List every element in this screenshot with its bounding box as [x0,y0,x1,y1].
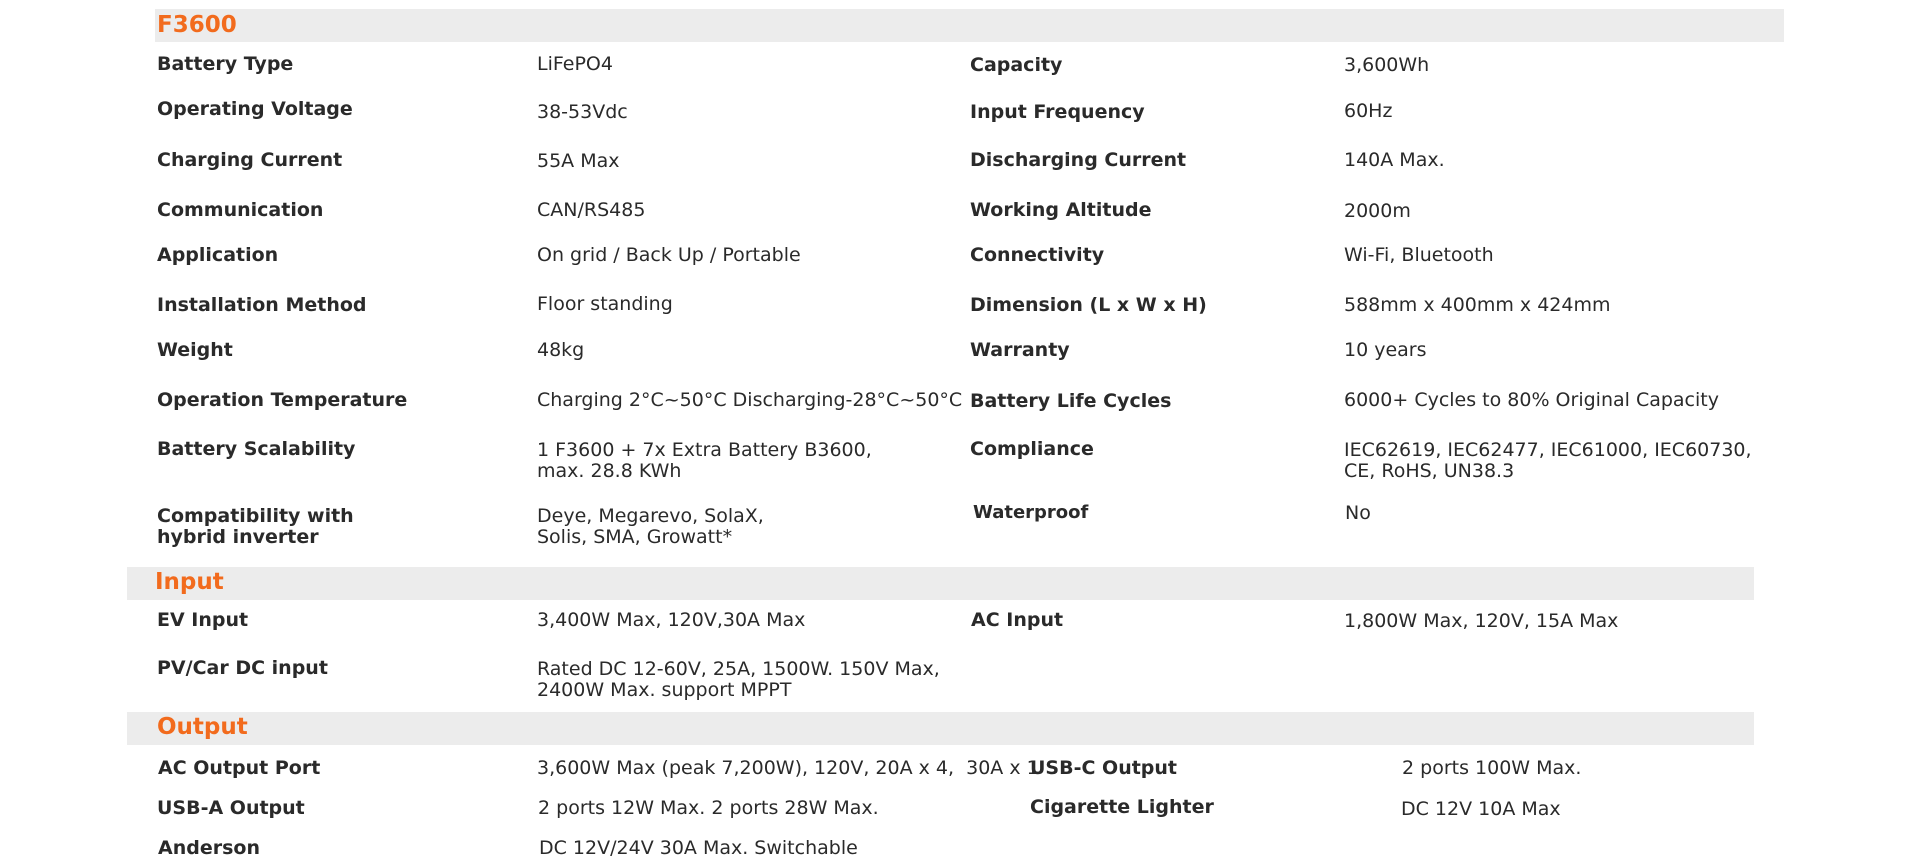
spec-value: 2000m [1344,200,1411,222]
spec-label: Capacity [970,54,1063,76]
spec-value: Deye, Megarevo, SolaX, Solis, SMA, Growatt* [537,505,764,548]
spec-label: PV/Car DC input [157,657,328,679]
spec-value: Charging 2°C~50°C Discharging-28°C~50°C [537,389,963,411]
spec-value: DC 12V/24V 30A Max. Switchable [539,837,858,859]
spec-label: Warranty [970,339,1070,361]
spec-value: 1 F3600 + 7x Extra Battery B3600, max. 28.8 KWh [537,439,872,482]
spec-value: 588mm x 400mm x 424mm [1344,294,1611,316]
spec-value: 3,600W Max (peak 7,200W), 120V, 20A x 4, 30A x 1 [537,757,1039,779]
spec-label: Charging Current [157,149,343,171]
spec-value: IEC62619, IEC62477, IEC61000, IEC60730, CE, RoHS, UN38.3 [1344,439,1752,482]
section-band-input [127,567,1754,600]
spec-label: Battery Life Cycles [970,390,1172,412]
spec-label: Battery Scalability [157,438,356,460]
spec-value: Wi-Fi, Bluetooth [1344,244,1494,266]
section-title-input: Input [155,569,224,595]
spec-label: Working Altitude [970,199,1152,221]
spec-label: Input Frequency [970,101,1145,123]
section-band-f3600 [155,9,1784,42]
spec-label: Operation Temperature [157,389,408,411]
spec-label: Communication [157,199,324,221]
spec-label: EV Input [157,609,249,631]
spec-label: Compatibility with hybrid inverter [157,505,354,548]
spec-value: 55A Max [537,150,620,172]
spec-label: Compliance [970,438,1094,460]
spec-label: Installation Method [157,294,367,316]
spec-value: 1,800W Max, 120V, 15A Max [1344,610,1619,632]
section-title-output: Output [157,714,248,740]
spec-value: No [1345,502,1371,524]
section-title-f3600: F3600 [157,12,237,38]
spec-value: 48kg [537,339,585,361]
spec-label: Weight [157,339,233,361]
spec-value: 2 ports 12W Max. 2 ports 28W Max. [538,797,879,819]
spec-label: Battery Type [157,53,294,75]
spec-value: CAN/RS485 [537,199,646,221]
spec-value: 2 ports 100W Max. [1402,757,1582,779]
spec-label: USB-C Output [1030,757,1178,779]
spec-label: Operating Voltage [157,98,353,120]
spec-value: 3,400W Max, 120V,30A Max [537,609,806,631]
section-band-output [127,712,1754,745]
spec-value: 10 years [1344,339,1427,361]
spec-label: AC Input [971,609,1064,631]
spec-value: Rated DC 12-60V, 25A, 1500W. 150V Max, 2400W Max. support MPPT [537,658,940,701]
spec-label: Waterproof [973,502,1089,523]
spec-value: On grid / Back Up / Portable [537,244,801,266]
spec-value: DC 12V 10A Max [1401,798,1561,820]
spec-label: AC Output Port [158,757,321,779]
spec-label: Cigarette Lighter [1030,796,1214,818]
spec-label: Connectivity [970,244,1105,266]
spec-value: 3,600Wh [1344,54,1430,76]
spec-value: 60Hz [1344,100,1393,122]
spec-label: USB-A Output [157,797,305,819]
spec-label: Anderson [158,837,260,859]
spec-label: Dimension (L x W x H) [970,294,1207,316]
spec-label: Application [157,244,279,266]
spec-label: Discharging Current [970,149,1187,171]
spec-value: Floor standing [537,293,673,315]
spec-value: LiFePO4 [537,53,613,75]
spec-value: 140A Max. [1344,149,1445,171]
spec-value: 6000+ Cycles to 80% Original Capacity [1344,389,1719,411]
spec-value: 38-53Vdc [537,101,628,123]
